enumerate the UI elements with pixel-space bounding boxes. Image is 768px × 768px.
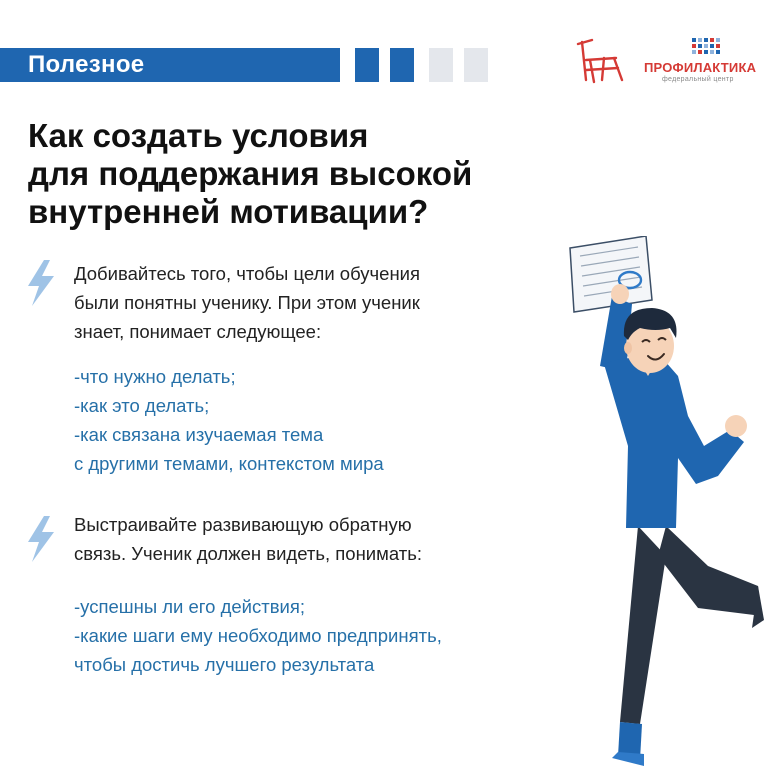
list-item: чтобы достичь лучшего результата xyxy=(74,654,375,675)
page-title xyxy=(28,117,472,231)
grid-logo-icon xyxy=(692,38,720,58)
section-2-list xyxy=(74,592,442,679)
title-line: для поддержания высокой xyxy=(28,155,473,192)
decor-square xyxy=(355,48,379,82)
paragraph-line: Добивайтесь того, чтобы цели обучения xyxy=(74,263,421,284)
decor-square xyxy=(429,48,453,82)
lightning-icon xyxy=(24,516,58,562)
section-1-paragraph xyxy=(74,259,420,346)
section-banner: Полезное xyxy=(0,48,340,82)
section-2-paragraph xyxy=(74,510,422,568)
logo-name: ПРОФИЛАКТИКА xyxy=(644,60,757,75)
chair-logo-icon xyxy=(574,36,630,88)
list-item: -как это делать; xyxy=(74,395,210,416)
title-line: Как создать условия xyxy=(28,117,369,154)
decor-square xyxy=(390,48,414,82)
list-item: -успешны ли его действия; xyxy=(74,596,306,617)
paragraph-line: Выстраивайте развивающую обратную xyxy=(74,514,412,535)
paragraph-line: связь. Ученик должен видеть, понимать: xyxy=(74,543,422,564)
list-item: -как связана изучаемая тема xyxy=(74,424,324,445)
paragraph-line: были понятны ученику. При этом ученик xyxy=(74,292,420,313)
logo-subtitle: федеральный центр xyxy=(662,76,734,83)
list-item: -какие шаги ему необходимо предпринять, xyxy=(74,625,442,646)
person-illustration xyxy=(548,236,768,768)
lightning-icon xyxy=(24,260,58,306)
list-item: -что нужно делать; xyxy=(74,366,236,387)
paper-icon xyxy=(570,236,652,312)
section-1-list xyxy=(74,362,384,478)
title-line: внутренней мотивации? xyxy=(28,193,429,230)
paragraph-line: знает, понимает следующее: xyxy=(74,321,322,342)
decor-square xyxy=(464,48,488,82)
list-item: с другими темами, контекстом мира xyxy=(74,453,384,474)
